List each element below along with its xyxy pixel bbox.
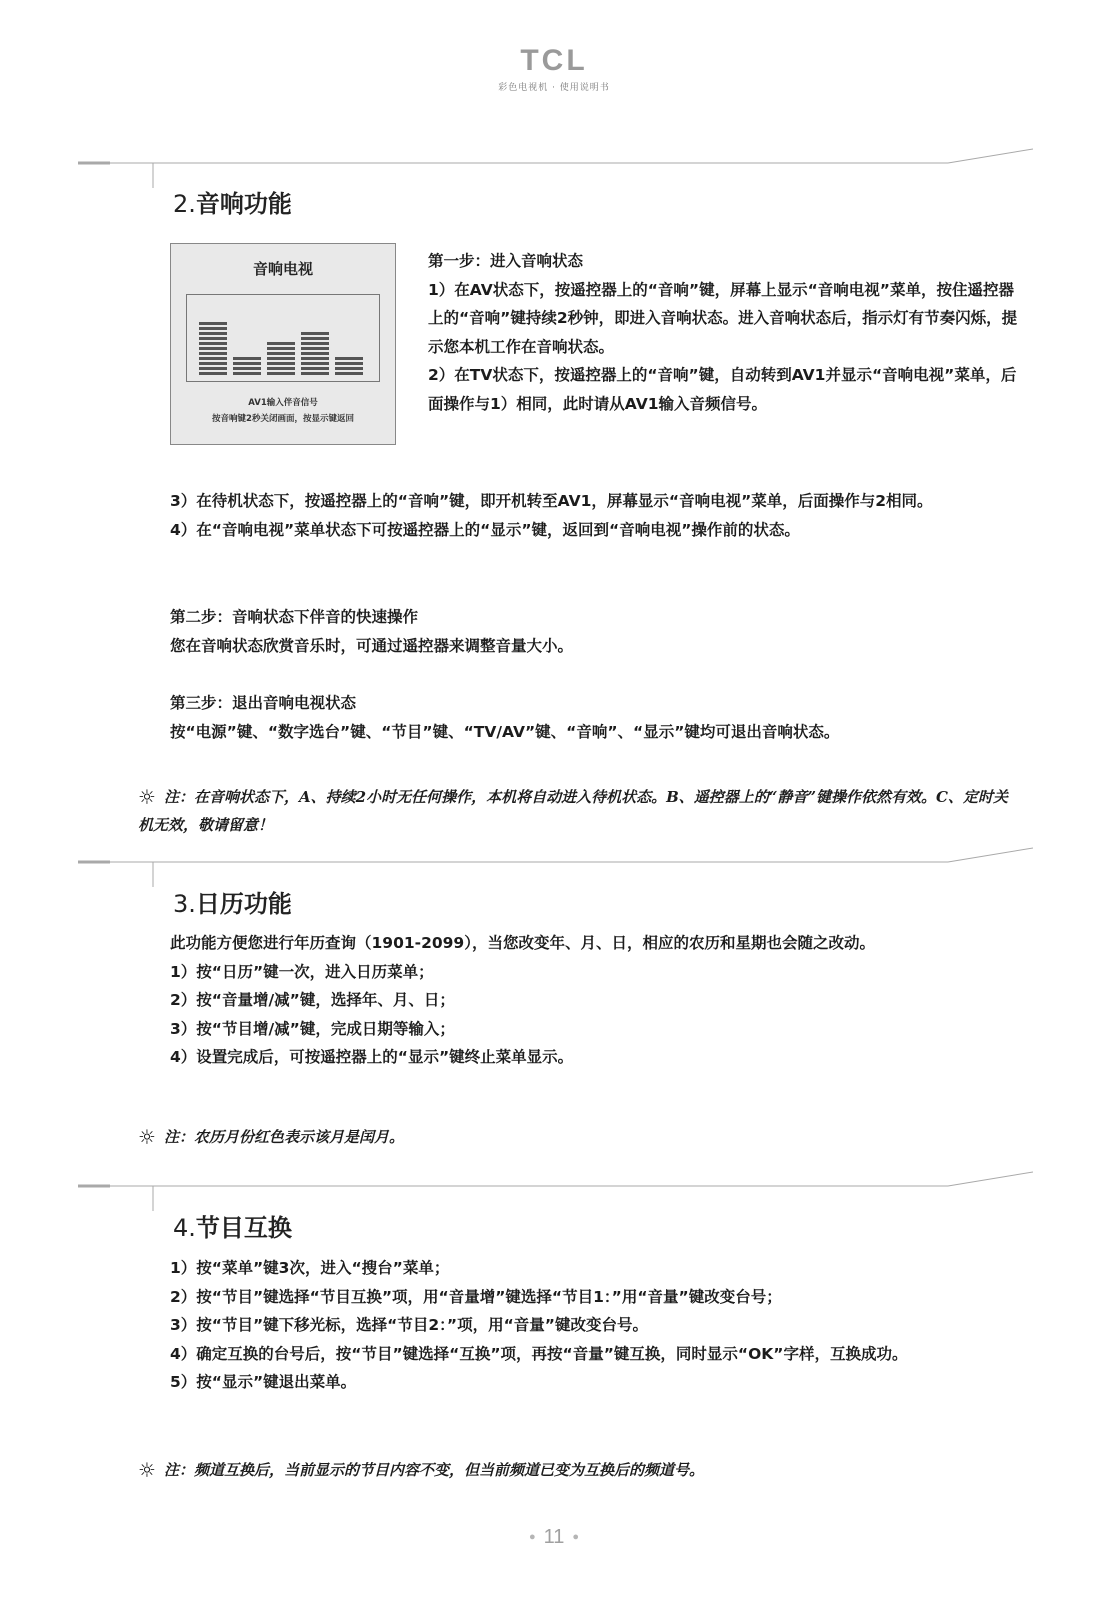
step1-paragraph-1: 1）在AV状态下，按遥控器上的“音响”键，屏幕上显示“音响电视”菜单，按住遥控器上的“音响”键持续2秒钟，即进入音响状态。进入音响状态后，指示灯有节奏闪烁，提示您本机工作在音响状态。 xyxy=(428,280,1018,356)
section-2-title xyxy=(173,184,292,219)
step2-block xyxy=(170,603,1018,660)
section-divider xyxy=(78,1171,1033,1211)
section-2-note xyxy=(138,783,1018,839)
section-4-title xyxy=(173,1208,292,1243)
section-number: 2. xyxy=(173,190,196,218)
swap-item-4: 4）确定互换的台号后，按“节目”键选择“互换”项，再按“音量”键互换，同时显示“OK”字样，互换成功。 xyxy=(170,1344,908,1363)
panel-caption-2: 按音响键2秒关闭画面，按显示键返回 xyxy=(212,414,354,424)
header-subtitle: 彩色电视机 · 使用说明书 xyxy=(498,83,610,93)
brand-logo: TCL xyxy=(520,44,588,77)
bullet-dot-icon: ● xyxy=(528,1531,536,1543)
equalizer-bar xyxy=(267,342,295,375)
section-title-text: 节目互换 xyxy=(195,1214,292,1242)
lightbulb-icon: ☼ xyxy=(138,785,156,809)
bullet-dot-icon: ● xyxy=(572,1531,580,1543)
calendar-item-1: 1）按“日历”键一次，进入日历菜单； xyxy=(170,962,434,981)
page-number xyxy=(0,1526,1108,1549)
section-number: 3. xyxy=(173,890,196,918)
equalizer-bar xyxy=(335,357,363,375)
calendar-block xyxy=(170,929,1018,1072)
equalizer-bar xyxy=(301,332,329,375)
section-number: 4. xyxy=(173,1214,196,1242)
calendar-item-2: 2）按“音量增/减”键，选择年、月、日； xyxy=(170,991,455,1009)
lightbulb-icon: ☼ xyxy=(138,1125,156,1149)
lightbulb-icon: ☼ xyxy=(138,1458,156,1482)
step2-body: 您在音响状态欣赏音乐时，可通过遥控器来调整音量大小。 xyxy=(170,636,574,655)
equalizer-bars xyxy=(199,315,369,375)
step1-heading: 第一步：进入音响状态 xyxy=(428,252,584,270)
section-3-title xyxy=(173,884,292,919)
note-text: 注：农历月份红色表示该月是闰月。 xyxy=(164,1128,405,1146)
program-swap-block xyxy=(170,1254,1018,1397)
step1-paragraph-3: 3）在待机状态下，按遥控器上的“音响”键，即开机转至AV1，屏幕显示“音响电视”菜单，后面操作与2相同。 xyxy=(170,492,933,510)
panel-caption-1: AV1输入伴音信号 xyxy=(248,398,318,408)
equalizer-bar xyxy=(233,357,261,375)
equalizer-bar xyxy=(199,322,227,375)
calendar-intro: 此功能方便您进行年历查询（1901-2099），当您改变年、月、日，相应的农历和星期也会随之改动。 xyxy=(170,934,875,952)
calendar-item-3: 3）按“节目增/减”键，完成日期等输入； xyxy=(170,1019,455,1038)
swap-item-1: 1）按“菜单”键3次，进入“搜台”菜单； xyxy=(170,1259,450,1277)
swap-item-5: 5）按“显示”键退出菜单。 xyxy=(170,1373,357,1391)
section-title-text: 音响功能 xyxy=(195,190,292,218)
step3-block xyxy=(170,689,1018,746)
audio-tv-panel xyxy=(170,243,396,445)
step1-continued xyxy=(170,487,1018,544)
swap-item-2: 2）按“节目”键选择“节目互换”项，用“音量增”键选择“节目1：”用“音量”键改变台号； xyxy=(170,1287,782,1306)
section-title-text: 日历功能 xyxy=(195,890,292,918)
section-divider xyxy=(78,847,1033,887)
equalizer-screen xyxy=(186,294,380,382)
step1-block xyxy=(428,247,1018,418)
page-header xyxy=(0,44,1108,93)
step3-heading: 第三步：退出音响电视状态 xyxy=(170,694,357,712)
page-number-text: 11 xyxy=(543,1526,565,1548)
step3-body: 按“电源”键、“数字选台”键、“节目”键、“TV/AV”键、“音响”、“显示”键均可退出音响状态。 xyxy=(170,722,840,741)
section-4-note xyxy=(138,1456,1018,1484)
swap-item-3: 3）按“节目”键下移光标，选择“节目2：”项，用“音量”键改变台号。 xyxy=(170,1316,648,1334)
section-divider xyxy=(78,148,1033,188)
step2-heading: 第二步：音响状态下伴音的快速操作 xyxy=(170,608,419,626)
step1-paragraph-2: 2）在TV状态下，按遥控器上的“音响”键，自动转到AV1并显示“音响电视”菜单，后面操作与1）相同，此时请从AV1输入音频信号。 xyxy=(428,366,1017,413)
section-3-note xyxy=(138,1123,1018,1151)
step1-paragraph-4: 4）在“音响电视”菜单状态下可按遥控器上的“显示”键，返回到“音响电视”操作前的状态。 xyxy=(170,520,800,539)
calendar-item-4: 4）设置完成后，可按遥控器上的“显示”键终止菜单显示。 xyxy=(170,1048,574,1066)
note-text: 注：频道互换后，当前显示的节目内容不变，但当前频道已变为互换后的频道号。 xyxy=(164,1461,705,1479)
note-text: 注：在音响状态下，A、持续2小时无任何操作，本机将自动进入待机状态。B、遥控器上的“静音”键操作依然有效。C、定时关机无效，敬请留意！ xyxy=(138,788,1008,834)
panel-title: 音响电视 xyxy=(252,260,313,278)
